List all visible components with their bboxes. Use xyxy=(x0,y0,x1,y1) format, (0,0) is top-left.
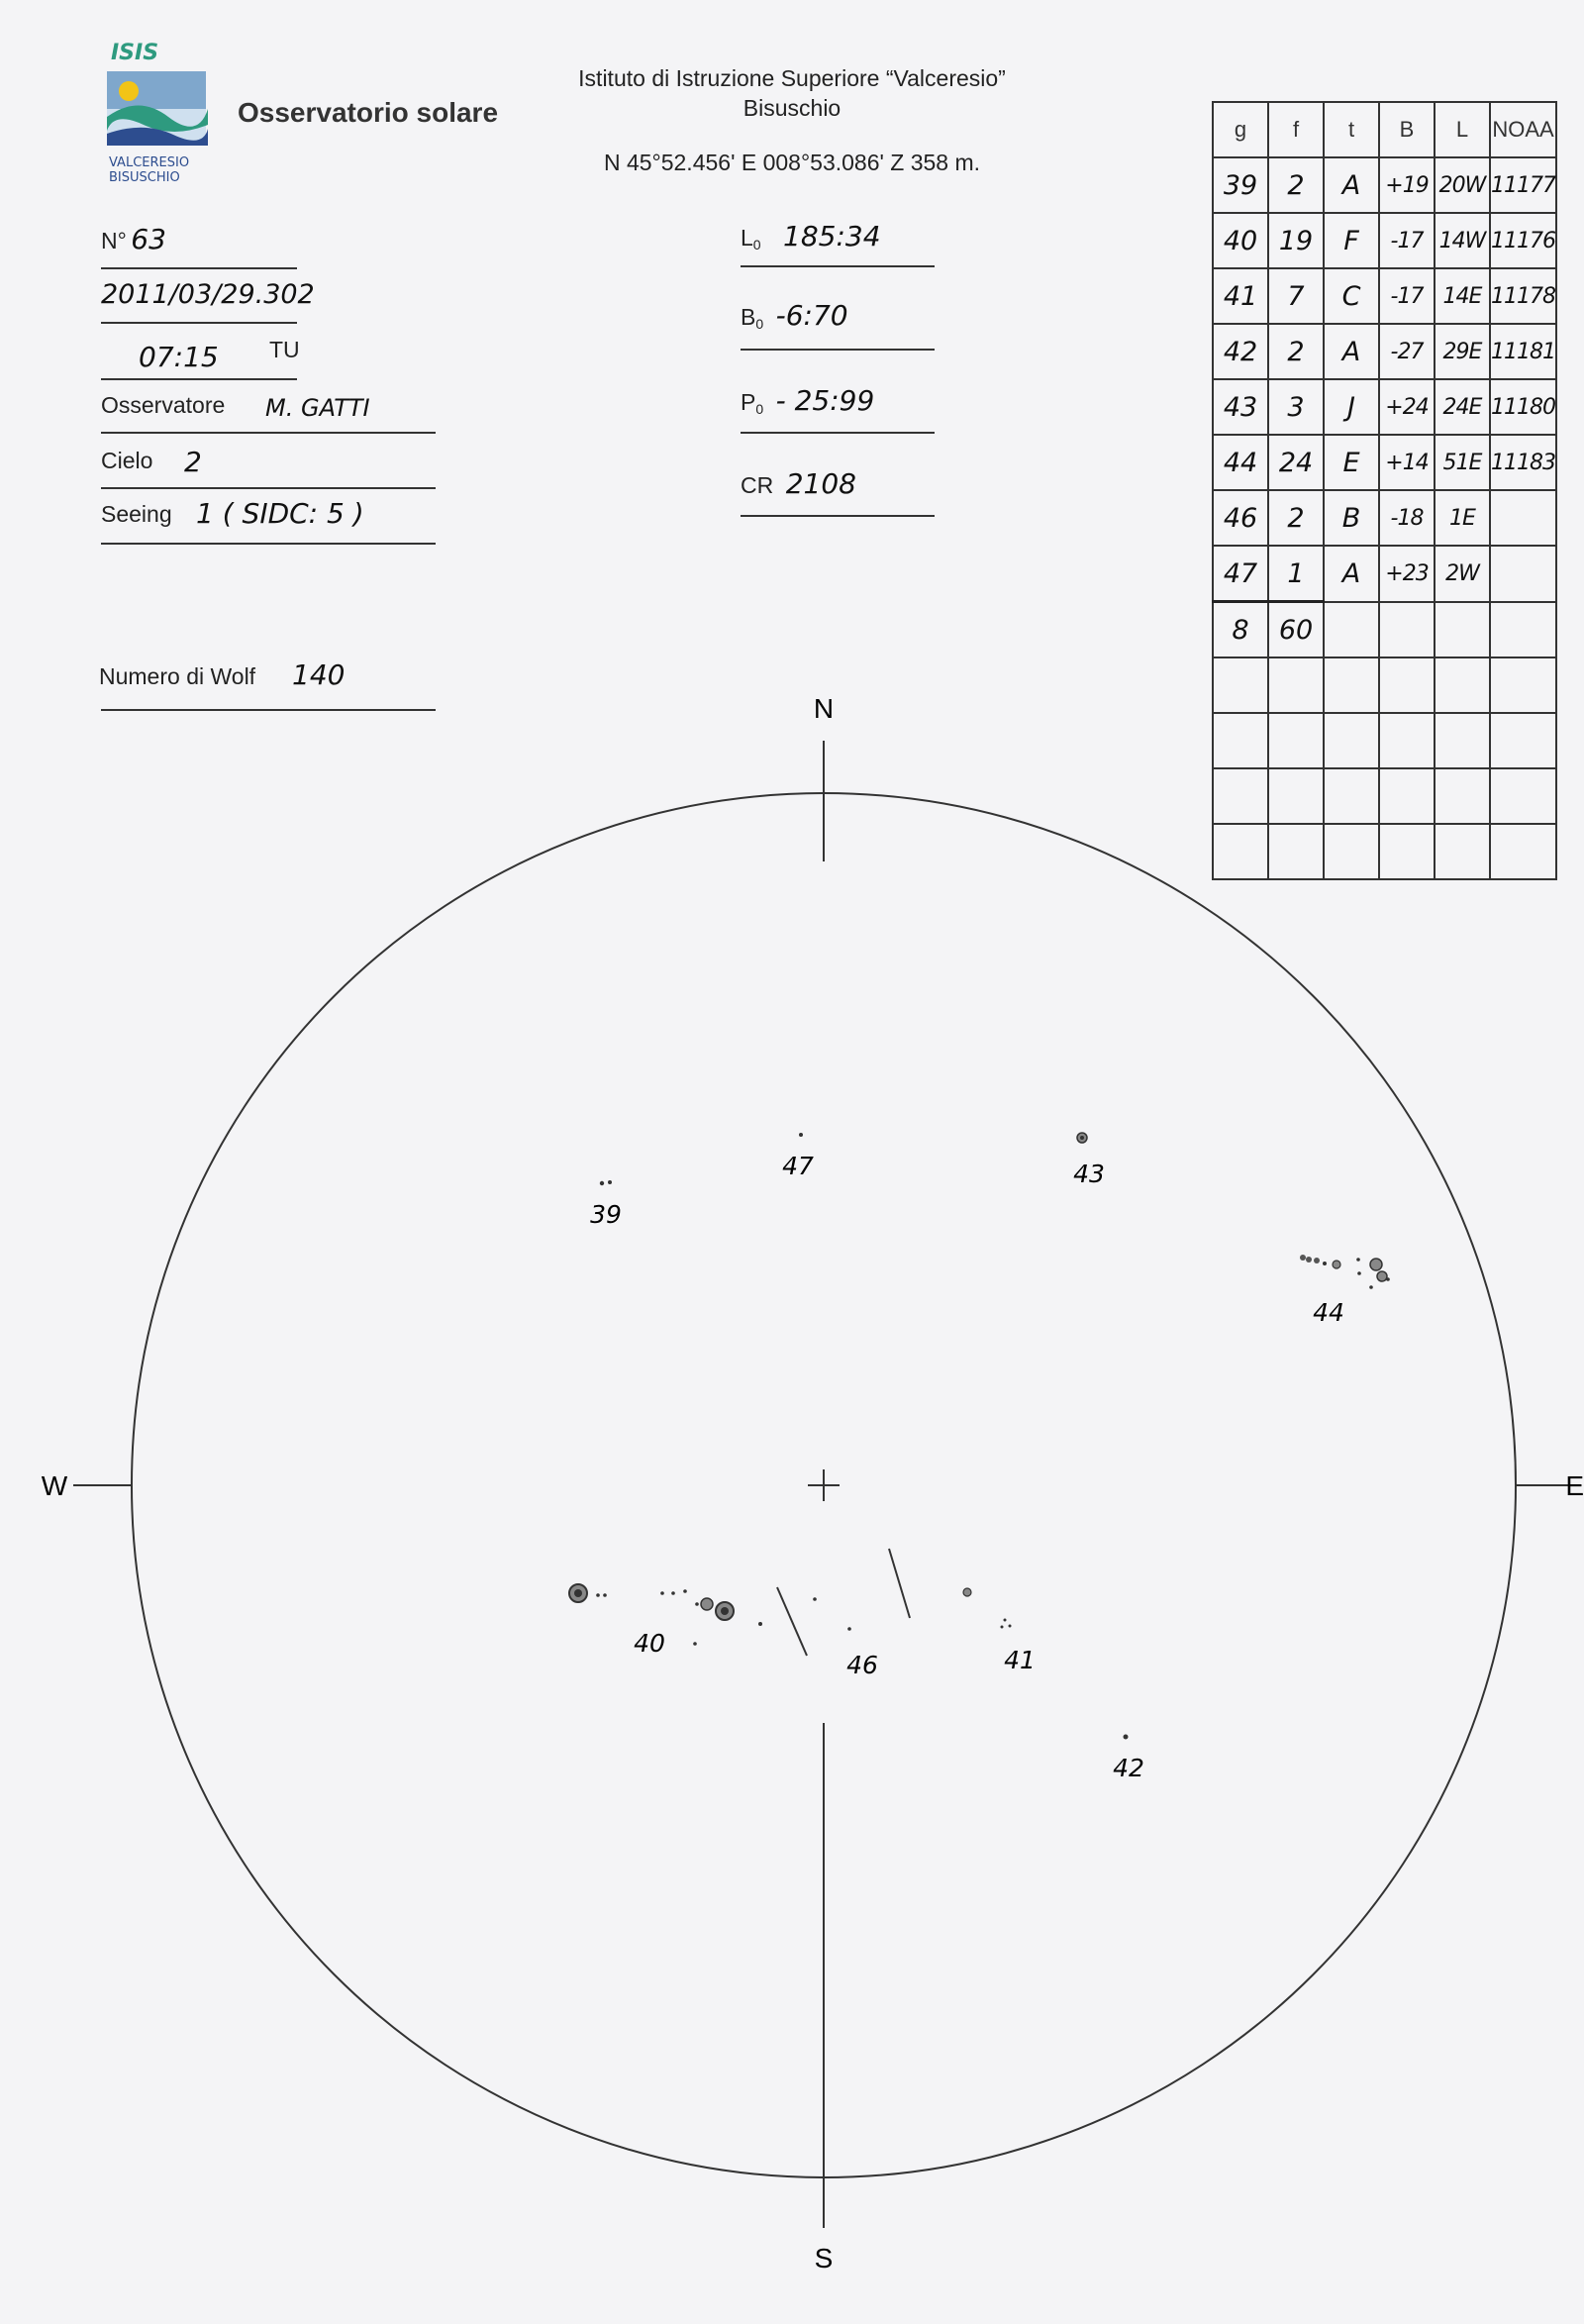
west-label: W xyxy=(41,1470,68,1501)
table-cell: 29E xyxy=(1435,324,1490,379)
table-totals-row xyxy=(1213,602,1556,658)
l0-field: $L_0$ 185:34 xyxy=(741,220,881,253)
table-row xyxy=(1213,379,1556,435)
table-total-cell xyxy=(1324,602,1379,658)
table-cell: 40 xyxy=(1213,213,1268,268)
group-label-41: 41 xyxy=(1004,1646,1036,1674)
table-cell: -18 xyxy=(1379,490,1435,546)
table-header-row xyxy=(1213,102,1556,157)
table-cell xyxy=(1268,824,1324,879)
table-cell: A xyxy=(1324,546,1379,602)
table-header-cell: t xyxy=(1324,102,1379,157)
table-cell: A xyxy=(1324,324,1379,379)
table-cell: 46 xyxy=(1213,490,1268,546)
sunspot-groups-table xyxy=(1212,101,1557,880)
table-cell: -17 xyxy=(1379,213,1435,268)
seeing-value: 1 ( SIDC: 5 ) xyxy=(196,497,364,530)
table-total-cell: 8 xyxy=(1213,602,1268,658)
sunspot-group-39 xyxy=(590,1180,622,1229)
table-cell: F xyxy=(1324,213,1379,268)
table-row xyxy=(1213,268,1556,324)
table-cell xyxy=(1490,490,1556,546)
wolf-label: Numero di Wolf xyxy=(99,663,256,689)
b0-field: $B_0$ -6:70 xyxy=(741,299,848,333)
observation-date: 2011/03/29.302 xyxy=(101,279,315,310)
east-label: E xyxy=(1565,1470,1584,1501)
observer-value: M. GATTI xyxy=(265,394,370,422)
table-row xyxy=(1213,546,1556,602)
sunspot-group-40 xyxy=(569,1584,762,1658)
logo-wordmark: ISIS xyxy=(111,41,159,65)
group-label-40: 40 xyxy=(634,1629,665,1658)
observatory-title: Osservatorio solare xyxy=(238,97,499,128)
table-cell xyxy=(1379,824,1435,879)
table-cell: +19 xyxy=(1379,157,1435,213)
sunspot-group-47 xyxy=(782,1133,814,1180)
solar-disk-outline xyxy=(132,793,1516,2177)
table-total-cell: 60 xyxy=(1268,602,1324,658)
p0-value: - 25:99 xyxy=(775,384,875,417)
table-header-cell: f xyxy=(1268,102,1324,157)
sunspot-group-41 xyxy=(963,1588,1036,1674)
table-cell: 47 xyxy=(1213,546,1268,602)
sky-value: 2 xyxy=(184,446,202,478)
sky-label: Cielo xyxy=(101,448,153,473)
table-cell xyxy=(1324,768,1379,824)
l0-value: 185:34 xyxy=(783,220,881,253)
table-cell xyxy=(1435,824,1490,879)
seeing-label: Seeing xyxy=(101,501,172,527)
table-cell xyxy=(1379,657,1435,713)
observer-label: Osservatore xyxy=(101,392,226,418)
table-header-cell: g xyxy=(1213,102,1268,157)
sheet-number-label: N° xyxy=(101,228,127,253)
table-cell: -27 xyxy=(1379,324,1435,379)
table-cell xyxy=(1324,824,1379,879)
table-cell xyxy=(1324,713,1379,768)
table-cell: +23 xyxy=(1379,546,1435,602)
table-row xyxy=(1213,324,1556,379)
group-label-44: 44 xyxy=(1313,1298,1344,1327)
institute-town: Bisuschio xyxy=(742,95,842,121)
table-cell: 7 xyxy=(1268,268,1324,324)
table-cell xyxy=(1213,713,1268,768)
table-cell: A xyxy=(1324,157,1379,213)
table-cell: B xyxy=(1324,490,1379,546)
table-cell xyxy=(1324,657,1379,713)
table-cell xyxy=(1490,713,1556,768)
table-cell: 43 xyxy=(1213,379,1268,435)
table-cell: 11183 xyxy=(1490,435,1556,490)
north-label: N xyxy=(813,693,835,724)
table-empty-row xyxy=(1213,768,1556,824)
observation-time: 07:15 xyxy=(139,341,219,373)
table-cell: 24E xyxy=(1435,379,1490,435)
table-cell: 11177 xyxy=(1490,157,1556,213)
table-cell: 11178 xyxy=(1490,268,1556,324)
table-cell: 14E xyxy=(1435,268,1490,324)
cr-field: CR 2108 xyxy=(741,467,856,500)
table-cell: 24 xyxy=(1268,435,1324,490)
time-zone-label: TU xyxy=(269,337,300,362)
table-cell xyxy=(1268,657,1324,713)
table-cell xyxy=(1435,713,1490,768)
table-cell: 3 xyxy=(1268,379,1324,435)
table-cell: 11176 xyxy=(1490,213,1556,268)
table-cell: 44 xyxy=(1213,435,1268,490)
sheet-number-value: 63 xyxy=(131,223,166,255)
table-cell xyxy=(1490,768,1556,824)
table-cell: 2 xyxy=(1268,324,1324,379)
table-header-cell: L xyxy=(1435,102,1490,157)
table-cell: 20W xyxy=(1435,157,1490,213)
table-row xyxy=(1213,435,1556,490)
sun-icon xyxy=(119,81,139,101)
table-cell: 19 xyxy=(1268,213,1324,268)
table-empty-row xyxy=(1213,713,1556,768)
table-cell: 42 xyxy=(1213,324,1268,379)
table-cell xyxy=(1213,657,1268,713)
sunspot-group-42 xyxy=(1113,1735,1144,1783)
table-cell: 14W xyxy=(1435,213,1490,268)
table-cell xyxy=(1490,657,1556,713)
logo-line2: BISUSCHIO xyxy=(109,170,180,185)
table-total-cell xyxy=(1435,602,1490,658)
group-label-42: 42 xyxy=(1113,1754,1144,1782)
table-cell: C xyxy=(1324,268,1379,324)
table-cell xyxy=(1435,768,1490,824)
table-empty-row xyxy=(1213,657,1556,713)
table-cell: J xyxy=(1324,379,1379,435)
sheet-number xyxy=(101,223,166,255)
table-cell: E xyxy=(1324,435,1379,490)
table-cell xyxy=(1490,546,1556,602)
table-header-cell: B xyxy=(1379,102,1435,157)
table-cell: 1E xyxy=(1435,490,1490,546)
sunspot-group-46 xyxy=(777,1549,910,1679)
table-cell xyxy=(1379,768,1435,824)
table-total-cell xyxy=(1490,602,1556,658)
table-cell xyxy=(1379,713,1435,768)
table-cell: 2 xyxy=(1268,157,1324,213)
institute-name: Istituto di Istruzione Superiore “Valceresio” xyxy=(578,65,1006,91)
isis-logo xyxy=(99,40,238,188)
table-cell: 41 xyxy=(1213,268,1268,324)
b0-value: -6:70 xyxy=(775,299,848,332)
table-row xyxy=(1213,213,1556,268)
table-empty-row xyxy=(1213,824,1556,879)
table-cell xyxy=(1490,824,1556,879)
table-cell xyxy=(1213,768,1268,824)
table-cell: -17 xyxy=(1379,268,1435,324)
table-cell: 39 xyxy=(1213,157,1268,213)
group-label-39: 39 xyxy=(590,1200,622,1229)
south-label: S xyxy=(814,2243,834,2273)
table-cell xyxy=(1268,713,1324,768)
station-coordinates: N 45°52.456' E 008°53.086' Z 358 m. xyxy=(603,150,981,175)
group-label-43: 43 xyxy=(1073,1160,1105,1188)
group-label-47: 47 xyxy=(782,1152,814,1180)
table-cell xyxy=(1435,657,1490,713)
p0-field: $P_0$ - 25:99 xyxy=(741,384,875,418)
table-row xyxy=(1213,490,1556,546)
table-cell: 51E xyxy=(1435,435,1490,490)
logo-line1: VALCERESIO xyxy=(109,155,190,170)
table-cell xyxy=(1268,768,1324,824)
table-cell: 11181 xyxy=(1490,324,1556,379)
group-label-46: 46 xyxy=(846,1651,878,1679)
sunspot-group-44 xyxy=(1300,1255,1390,1327)
table-cell xyxy=(1213,824,1268,879)
sunspot-group-43 xyxy=(1073,1133,1105,1188)
table-total-cell xyxy=(1379,602,1435,658)
table-cell: 11180 xyxy=(1490,379,1556,435)
table-cell: 1 xyxy=(1268,546,1324,602)
table-cell: 2W xyxy=(1435,546,1490,602)
wolf-value: 140 xyxy=(292,658,346,691)
table-cell: +14 xyxy=(1379,435,1435,490)
cr-value: 2108 xyxy=(785,467,856,500)
table-row xyxy=(1213,157,1556,213)
table-cell: +24 xyxy=(1379,379,1435,435)
table-cell: 2 xyxy=(1268,490,1324,546)
table-header-cell: NOAA xyxy=(1490,102,1556,157)
